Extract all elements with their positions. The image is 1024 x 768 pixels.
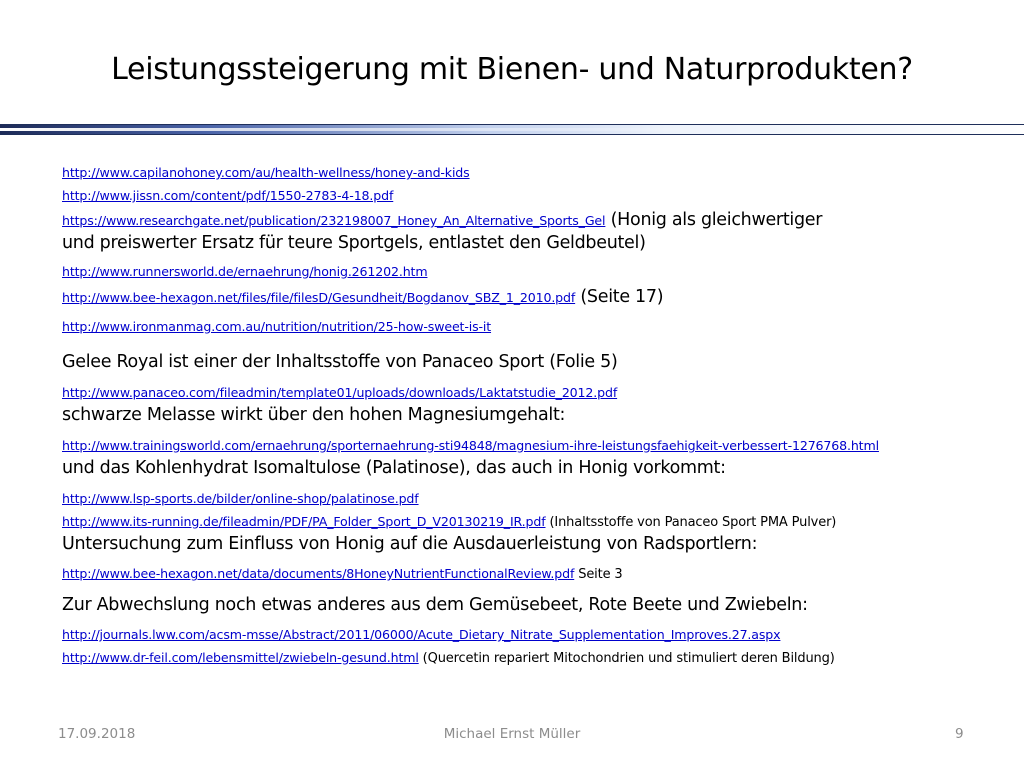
title-divider-bar <box>0 124 1024 135</box>
link-dr-feil[interactable]: http://www.dr-feil.com/lebensmittel/zwiebeln-gesund.html <box>62 650 419 665</box>
list-item <box>62 287 663 307</box>
link-journals-lww[interactable]: http://journals.lww.com/acsm-msse/Abstract/2011/06000/Acute_Dietary_Nitrate_Supplementation_Improves.27.aspx <box>62 627 781 642</box>
heading-honig-ausdauer: Untersuchung zum Einfluss von Honig auf die Ausdauerleistung von Radsportlern: <box>62 534 758 554</box>
link-runnersworld[interactable]: http://www.runnersworld.de/ernaehrung/honig.261202.htm <box>62 264 428 279</box>
link-researchgate[interactable]: https://www.researchgate.net/publication/232198007_Honey_An_Alternative_Sports_Gel <box>62 213 606 228</box>
note-continuation: und preiswerter Ersatz für teure Sportgels, entlastet den Geldbeutel) <box>62 233 646 253</box>
link-panaceo-laktatstudie[interactable]: http://www.panaceo.com/fileadmin/template01/uploads/downloads/Laktatstudie_2012.pdf <box>62 385 618 400</box>
slide-title: Leistungssteigerung mit Bienen- und Naturprodukten? <box>111 52 913 87</box>
link-bee-hexagon-review[interactable]: http://www.bee-hexagon.net/data/documents/8HoneyNutrientFunctionalReview.pdf <box>62 566 575 581</box>
list-item <box>62 210 822 230</box>
footer-page-number: 9 <box>955 726 964 742</box>
link-bee-hexagon-bogdanov[interactable]: http://www.bee-hexagon.net/files/file/filesD/Gesundheit/Bogdanov_SBZ_1_2010.pdf <box>62 290 576 305</box>
list-item <box>62 511 836 530</box>
note-seite-17: (Seite 17) <box>575 287 664 307</box>
list-item <box>62 563 623 582</box>
note-seite-3: Seite 3 <box>574 567 623 582</box>
list-item <box>62 624 780 643</box>
list-item <box>62 162 470 181</box>
list-item <box>62 261 427 280</box>
link-jissn[interactable]: http://www.jissn.com/content/pdf/1550-2783-4-18.pdf <box>62 188 394 203</box>
footer-author: Michael Ernst Müller <box>443 726 581 742</box>
heading-gemuesebeet: Zur Abwechslung noch etwas anderes aus dem Gemüsebeet, Rote Beete und Zwiebeln: <box>62 595 808 615</box>
list-item <box>62 316 491 335</box>
link-lsp-sports[interactable]: http://www.lsp-sports.de/bilder/online-shop/palatinose.pdf <box>62 491 419 506</box>
list-item <box>62 435 879 454</box>
note-honig-gleichwertig: (Honig als gleichwertiger <box>605 210 823 230</box>
heading-gelee-royal: Gelee Royal ist einer der Inhaltsstoffe von Panaceo Sport (Folie 5) <box>62 352 618 372</box>
link-its-running[interactable]: http://www.its-running.de/fileadmin/PDF/PA_Folder_Sport_D_V20130219_IR.pdf <box>62 514 546 529</box>
list-item <box>62 488 419 507</box>
list-item <box>62 647 835 666</box>
footer-date: 17.09.2018 <box>58 726 136 742</box>
note-panaceo-pma: (Inhaltsstoffe von Panaceo Sport PMA Pulver) <box>545 515 837 530</box>
heading-melasse: schwarze Melasse wirkt über den hohen Magnesiumgehalt: <box>62 405 566 425</box>
link-ironmanmag[interactable]: http://www.ironmanmag.com.au/nutrition/nutrition/25-how-sweet-is-it <box>62 319 492 334</box>
list-item <box>62 185 393 204</box>
heading-isomaltulose: und das Kohlenhydrat Isomaltulose (Palatinose), das auch in Honig vorkommt: <box>62 458 726 478</box>
list-item <box>62 382 617 401</box>
note-quercetin: (Quercetin repariert Mitochondrien und stimuliert deren Bildung) <box>418 651 835 666</box>
link-trainingsworld[interactable]: http://www.trainingsworld.com/ernaehrung/sporternaehrung-sti94848/magnesium-ihre-leistungsfaehigkeit-verbessert-1276768.html <box>62 438 879 453</box>
link-capilanohoney[interactable]: http://www.capilanohoney.com/au/health-wellness/honey-and-kids <box>62 165 470 180</box>
